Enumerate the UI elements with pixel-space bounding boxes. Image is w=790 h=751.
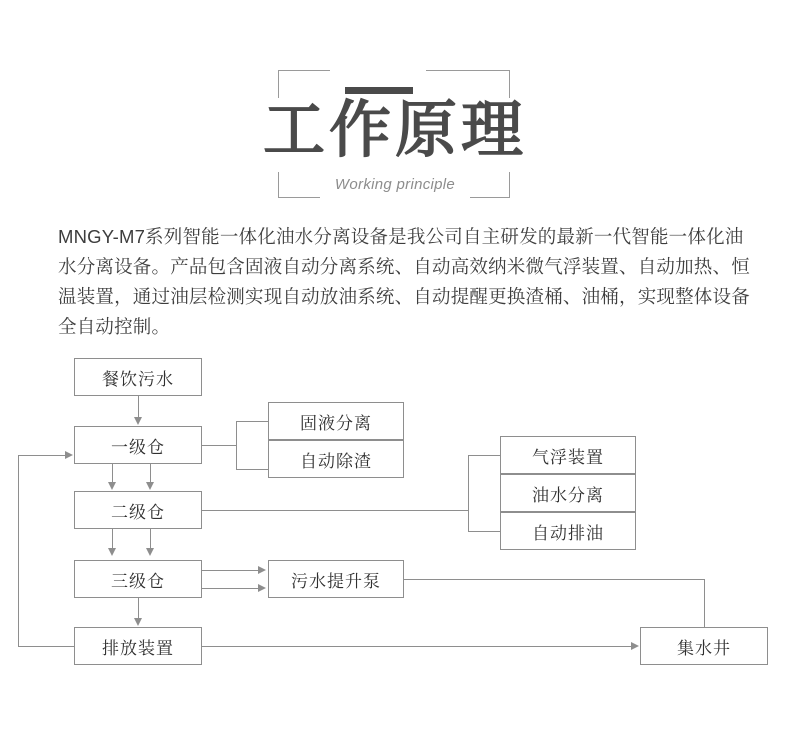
arrowhead-discharge-well — [631, 642, 639, 650]
connector-recirculation-top — [18, 455, 66, 456]
connector-recirculation-vertical — [18, 455, 19, 646]
connector-discharge-well — [202, 646, 632, 647]
connector-stage1-stage2-b — [150, 464, 151, 483]
process-flow-diagram — [0, 350, 790, 680]
connector-right-group-vertical — [468, 455, 469, 531]
frame-gap-top — [330, 64, 426, 78]
connector-pump-well — [404, 579, 704, 580]
connector-branch-vertical — [236, 421, 237, 469]
connector-right-flotation — [468, 455, 500, 456]
connector-right-auto-oil-drain — [468, 531, 500, 532]
flow-node-stage1[interactable]: 一级仓 — [74, 426, 202, 464]
arrowhead-stage3-pump-b — [258, 584, 266, 592]
intro-paragraph: MNGY-M7系列智能一体化油水分离设备是我公司自主研发的最新一代智能一体化油水分离设备。产品包含固液自动分离系统、自动高效纳米微气浮装置、自动加热、恒温装置，通过油层检测实现自动放油系统、自动提醒更换渣桶、油桶，实现整体设备全自动控制。 — [58, 226, 750, 337]
page-header — [0, 58, 790, 208]
connector-stage3-pump-b — [202, 588, 259, 589]
arrowhead-inlet-stage1 — [134, 417, 142, 425]
arrowhead-stage2-stage3-a — [108, 548, 116, 556]
title-dash-icon — [345, 87, 413, 94]
arrowhead-stage1-stage2-b — [146, 482, 154, 490]
flow-node-solid-liquid[interactable]: 固液分离 — [268, 402, 404, 440]
page-title: 工作原理 — [262, 96, 527, 165]
arrowhead-stage2-stage3-b — [146, 548, 154, 556]
connector-stage1-branch — [202, 445, 236, 446]
arrowhead-stage1-stage2-a — [108, 482, 116, 490]
flow-node-stage2[interactable]: 二级仓 — [74, 491, 202, 529]
connector-pump-well-vertical — [704, 579, 705, 627]
flow-node-discharge[interactable]: 排放装置 — [74, 627, 202, 665]
connector-branch-solid-liquid — [236, 421, 268, 422]
connector-inlet-stage1 — [138, 396, 139, 418]
flow-node-auto-deslag[interactable]: 自动除渣 — [268, 440, 404, 478]
connector-stage2-stage3-a — [112, 529, 113, 548]
flow-node-lift-pump[interactable]: 污水提升泵 — [268, 560, 404, 598]
arrowhead-recirculation — [65, 451, 73, 459]
connector-stage3-pump-a — [202, 570, 259, 571]
page-subtitle: Working principle — [334, 176, 456, 193]
flow-node-auto-oil-drain[interactable]: 自动排油 — [500, 512, 636, 550]
connector-branch-auto-deslag — [236, 469, 268, 470]
connector-stage1-stage2-a — [112, 464, 113, 483]
connector-stage2-stage3-b — [150, 529, 151, 548]
connector-stage3-discharge — [138, 598, 139, 619]
arrowhead-stage3-discharge — [134, 618, 142, 626]
connector-recirculation-bottom — [18, 646, 74, 647]
flow-node-flotation[interactable]: 气浮装置 — [500, 436, 636, 474]
flow-node-oil-water[interactable]: 油水分离 — [500, 474, 636, 512]
flow-node-stage3[interactable]: 三级仓 — [74, 560, 202, 598]
flow-node-collection-well[interactable]: 集水井 — [640, 627, 768, 665]
connector-stage2-right-group — [202, 510, 468, 511]
flow-node-inlet[interactable]: 餐饮污水 — [74, 358, 202, 396]
arrowhead-stage3-pump-a — [258, 566, 266, 574]
